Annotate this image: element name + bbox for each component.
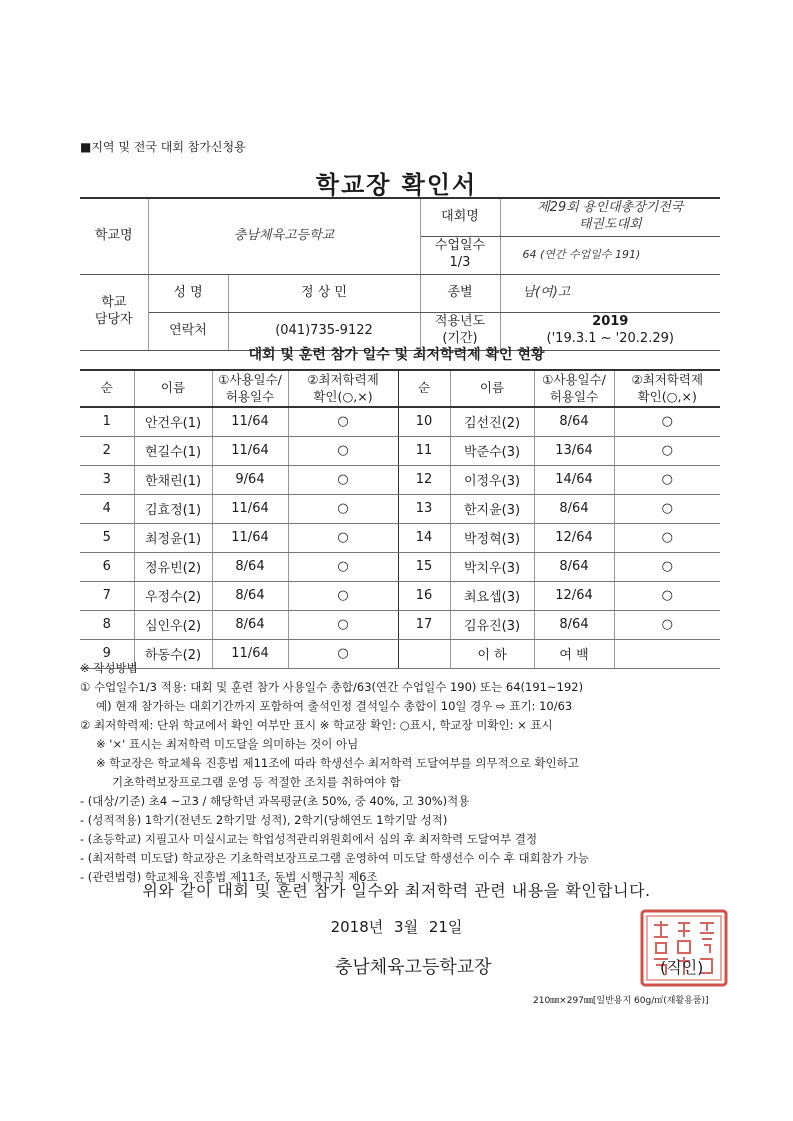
row-no-right: 10 <box>398 407 450 436</box>
note-line: - (관련법령) 학교체육 진흥법 제11조, 동법 시행규칙 제6조 <box>80 870 378 884</box>
row-check: ○ <box>288 581 398 610</box>
row-days: 11/64 <box>212 436 288 465</box>
row-days-right: 8/64 <box>534 610 614 639</box>
competition-label: 대회명 <box>420 198 500 236</box>
row-name-right: 이 하 <box>450 639 534 668</box>
header-check-right-line-1: ②최저학력제 <box>631 371 704 387</box>
row-days: 8/64 <box>212 552 288 581</box>
row-no-right: 11 <box>398 436 450 465</box>
name-label: 성 명 <box>148 274 228 312</box>
row-check: ○ <box>288 552 398 581</box>
note-line: ② 최저학력제: 단위 학교에서 확인 여부만 표시 ※ 학교장 확인: ○표시, 학교장 미확인: × 표시 <box>80 718 553 732</box>
header-days-line-2: 허용일수 <box>225 388 275 404</box>
year-value: 2019 <box>592 314 629 330</box>
row-days: 8/64 <box>212 610 288 639</box>
row-name-right: 김유진(3) <box>450 610 534 639</box>
header-check-right-line-2: 확인(○,×) <box>637 388 697 404</box>
row-days-right: 14/64 <box>534 465 614 494</box>
year-label-line-2: (기간) <box>442 331 478 346</box>
contact-value: (041)735-9122 <box>228 312 420 350</box>
header-no: 순 <box>80 370 134 407</box>
header-check-line-2: 확인(○,×) <box>313 388 373 404</box>
manager-label-line-1: 학교 <box>101 295 127 311</box>
note-line: ※ 학교장은 학교체육 진흥법 제11조에 따라 학생선수 최저학력 도달여부를 의무적으로 확인하고 <box>96 756 579 770</box>
class-days-label-line-2: 1/3 <box>449 255 471 270</box>
note-line: ※ 작성방법 <box>80 661 138 675</box>
row-check-right: ○ <box>614 465 720 494</box>
competition-line-1: 제29회 용인대총장기전국 <box>537 200 684 216</box>
info-table <box>80 197 720 351</box>
row-days-right: 8/64 <box>534 407 614 436</box>
row-name-right: 한지윤(3) <box>450 494 534 523</box>
row-no-right: 16 <box>398 581 450 610</box>
row-days: 8/64 <box>212 581 288 610</box>
row-days: 9/64 <box>212 465 288 494</box>
row-name-right: 김선진(2) <box>450 407 534 436</box>
table-row <box>80 494 720 523</box>
header-days-line-1: ①사용일수/ <box>218 371 282 387</box>
row-name: 현길수(1) <box>134 436 212 465</box>
table-row <box>80 552 720 581</box>
row-name: 김효정(1) <box>134 494 212 523</box>
row-name-right: 박치우(3) <box>450 552 534 581</box>
header-days-right-line-2: 허용일수 <box>549 388 599 404</box>
type-label: 종별 <box>420 274 500 312</box>
date-text: 2018년 3월 21일 <box>330 918 463 936</box>
confirm-text: 위와 같이 대회 및 훈련 참가 일수와 최저학력 관련 내용을 확인합니다. <box>142 881 651 900</box>
document-title: 학교장 확인서 <box>315 171 478 199</box>
row-check-right: ○ <box>614 552 720 581</box>
row-name: 한채린(1) <box>134 465 212 494</box>
header-check-right <box>614 370 720 407</box>
header-name-right: 이름 <box>450 370 534 407</box>
row-check-right: ○ <box>614 581 720 610</box>
row-check: ○ <box>288 523 398 552</box>
header-check-line-1: ②최저학력제 <box>307 371 379 387</box>
row-name: 정유빈(2) <box>134 552 212 581</box>
row-name-right: 최요셉(3) <box>450 581 534 610</box>
type-value: 남(여)고 <box>500 274 720 312</box>
row-name: 안건우(1) <box>134 407 212 436</box>
row-check-right: ○ <box>614 494 720 523</box>
class-days-value: 64 (연간 수업일수 191) <box>500 236 720 274</box>
school-label: 학교명 <box>80 198 148 274</box>
paper-spec-note: 210㎜×297㎜[일반용지 60g/㎡(재활용품)] <box>533 996 709 1006</box>
row-no: 3 <box>80 465 134 494</box>
participation-table <box>80 369 720 669</box>
row-check-right: ○ <box>614 523 720 552</box>
row-check: ○ <box>288 407 398 436</box>
row-check: ○ <box>288 494 398 523</box>
row-check: ○ <box>288 465 398 494</box>
row-check: ○ <box>288 436 398 465</box>
row-no-right: 13 <box>398 494 450 523</box>
row-name: 심인우(2) <box>134 610 212 639</box>
row-no-right: 12 <box>398 465 450 494</box>
table-row <box>80 436 720 465</box>
year-label-line-1: 적용년도 <box>434 314 486 330</box>
row-check: ○ <box>288 610 398 639</box>
note-line: 기초학력보장프로그램 운영 등 적절한 조치를 취하여야 함 <box>112 775 401 789</box>
row-days: 11/64 <box>212 523 288 552</box>
school-name: 충남체육고등학교 <box>148 198 420 274</box>
notes-section <box>80 659 730 887</box>
header-days-right-line-1: ①사용일수/ <box>542 371 606 387</box>
row-no: 6 <box>80 552 134 581</box>
row-no-right: 15 <box>398 552 450 581</box>
row-days-right: 8/64 <box>534 552 614 581</box>
seal-label: (직인) <box>660 958 704 977</box>
manager-label <box>80 274 148 350</box>
table-row <box>80 610 720 639</box>
note-line: - (성적적용) 1학기(전년도 2학기말 성적), 2학기(당해연도 1학기말 성적) <box>80 813 448 827</box>
row-name: 최정윤(1) <box>134 523 212 552</box>
row-days-right: 13/64 <box>534 436 614 465</box>
row-days: 11/64 <box>212 407 288 436</box>
row-name-right: 박정혁(3) <box>450 523 534 552</box>
note-line: - (대상/기준) 초4 ~고3 / 해당학년 과목평균(초 50%, 중 40%, 고 30%)적용 <box>80 794 470 808</box>
table-row <box>80 465 720 494</box>
row-no: 8 <box>80 610 134 639</box>
note-line: ※ '×' 표시는 최저학력 미도달을 의미하는 것이 아님 <box>96 737 359 751</box>
row-name-right: 이정우(3) <box>450 465 534 494</box>
row-no: 9 <box>80 639 134 668</box>
row-days: 11/64 <box>212 639 288 668</box>
note-line: 예) 현재 참가하는 대회기간까지 포함하여 출석인정 결석일수 총합이 10일 경우 ⇨ 표기: 10/63 <box>96 699 573 713</box>
row-no-right: 14 <box>398 523 450 552</box>
header-days <box>212 370 288 407</box>
row-no: 4 <box>80 494 134 523</box>
period-value: ('19.3.1 ~ '20.2.29) <box>546 331 674 346</box>
row-check-right: ○ <box>614 436 720 465</box>
header-check <box>288 370 398 407</box>
class-days-label <box>420 236 500 274</box>
row-no: 2 <box>80 436 134 465</box>
row-no: 5 <box>80 523 134 552</box>
section-title: 대회 및 훈련 참가 일수 및 최저학력제 확인 현황 <box>248 347 545 363</box>
row-check: ○ <box>288 639 398 668</box>
row-name: 하동수(2) <box>134 639 212 668</box>
manager-label-line-2: 담당자 <box>94 312 133 327</box>
header-name: 이름 <box>134 370 212 407</box>
row-name: 우정수(2) <box>134 581 212 610</box>
competition-name <box>500 198 720 236</box>
row-no: 7 <box>80 581 134 610</box>
note-line: - (최저학력 미도달) 학교장은 기초학력보장프로그램 운영하여 미도달 학생선수 이수 후 대회참가 가능 <box>80 851 589 865</box>
row-no-right: 17 <box>398 610 450 639</box>
row-days-right: 8/64 <box>534 494 614 523</box>
table-row <box>80 581 720 610</box>
row-days-right: 12/64 <box>534 581 614 610</box>
row-days: 11/64 <box>212 494 288 523</box>
header-note: ■지역 및 전국 대회 참가신청용 <box>80 140 246 154</box>
class-days-label-line-1: 수업일수 <box>434 238 486 254</box>
row-check-right: ○ <box>614 407 720 436</box>
contact-label: 연락처 <box>148 312 228 350</box>
note-line: - (초등학교) 지필고사 미실시교는 학업성적관리위원회에서 심의 후 최저학력 도달여부 결정 <box>80 832 538 846</box>
header-no-right: 순 <box>398 370 450 407</box>
row-check-right: ○ <box>614 610 720 639</box>
table-row <box>80 523 720 552</box>
row-days-right: 12/64 <box>534 523 614 552</box>
table-row <box>80 407 720 436</box>
note-line: ① 수업일수1/3 적용: 대회 및 훈련 참가 사용일수 총합/63(연간 수업일수 190) 또는 64(191~192) <box>80 680 584 694</box>
name-value: 정 상 민 <box>228 274 420 312</box>
row-name-right: 박준수(3) <box>450 436 534 465</box>
principal-name: 충남체육고등학교장 <box>335 957 492 978</box>
competition-line-2: 태권도대회 <box>578 217 642 233</box>
row-no: 1 <box>80 407 134 436</box>
table-header-row <box>80 370 720 407</box>
header-days-right <box>534 370 614 407</box>
row-days-right: 여 백 <box>534 639 614 668</box>
